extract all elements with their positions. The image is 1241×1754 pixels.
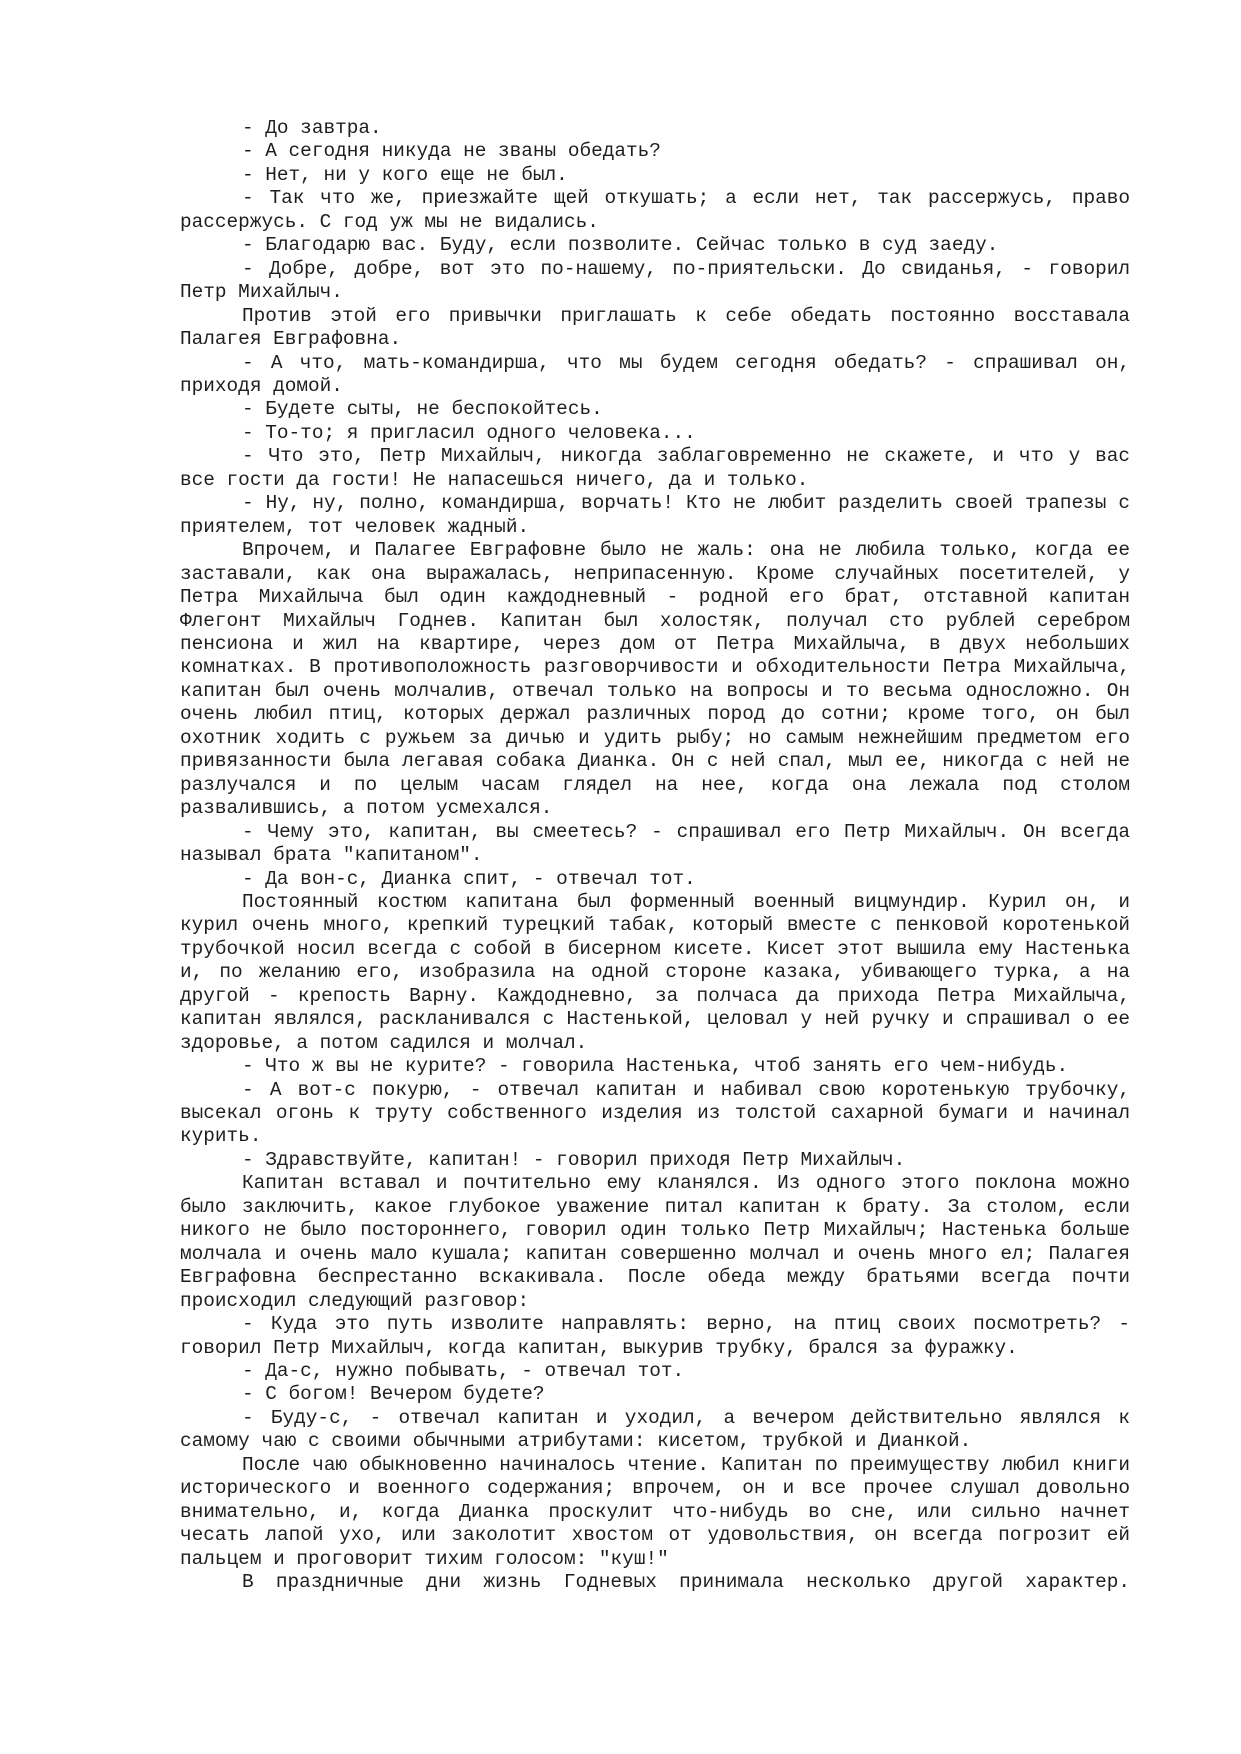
paragraph: - Благодарю вас. Буду, если позволите. Сейчас только в суд заеду. — [242, 234, 999, 257]
paragraph: - До завтра. — [242, 117, 382, 139]
paragraph: Впрочем, и Палагее Евграфовне было не жаль: она не любила только, когда ее заставали, как она выражалась, неприпасенную. Кроме случайных посетителей, у Петра Михайлыча был один каждодневный - родной его брат, отставной капитан Флегонт Михайлыч Годнев. Капитан был холостяк, получал сто рублей серебром пенсиона и жил на квартире, через дом от Петра Михайлыча, в двух небольших комнатках. В противоположность разговорчивости и обходительности Петра Михайлыча, капитан был очень молчалив, отвечал только на вопросы и то весьма односложно. Он очень любил птиц, которых держал различных пород до сотни; кроме того, он был охотник ходить с ружьем за дичью и удить рыбу; но самым нежнейшим предметом его привязанности была легавая собака Дианка. Он с ней спал, мыл ее, никогда с ней не разлучался и по целым часам глядел на нее, когда она лежала под столом развалившись, а потом усмехался. — [180, 539, 1130, 820]
paragraph: Постоянный костюм капитана был форменный военный вицмундир. Курил он, и курил очень много, крепкий турецкий табак, который вместе с пенковой коротенькой трубочкой носил всегда с собой в бисерном кисете. Кисет этот вышила ему Настенька и, по желанию его, изобразила на одной стороне казака, убивающего турка, а на другой - крепость Варну. Каждодневно, за полчаса да прихода Петра Михайлыча, капитан являлся, раскланивался с Настенькой, целовал у ней ручку и спрашивал о ее здоровье, а потом садился и молчал. — [180, 890, 1130, 1054]
paragraph: - А сегодня никуда не званы обедать? — [242, 140, 661, 163]
paragraph: - Куда это путь изволите направлять: верно, на птиц своих посмотреть? - говорил Петр Михайлыч, когда капитан, выкурив трубку, брался за фуражку. — [180, 1313, 1130, 1359]
paragraph: Капитан вставал и почтительно ему кланялся. Из одного этого поклона можно было заключить, какое глубокое уважение питал капитан к брату. За столом, если никого не было постороннего, говорил один только Петр Михайлыч; Настенька больше молчала и очень мало кушала; капитан совершенно молчал и очень много ел; Палагея Евграфовна беспрестанно вскакивала. После обеда между братьями всегда почти происходил следующий разговор: — [180, 1172, 1130, 1312]
paragraph: - Ну, ну, полно, командирша, ворчать! Кто не любит разделить своей трапезы с приятелем, тот человек жадный. — [180, 492, 1130, 538]
paragraph: - С богом! Вечером будете? — [242, 1383, 545, 1406]
document-page — [180, 117, 1130, 1595]
paragraph: - То-то; я пригласил одного человека... — [242, 421, 696, 444]
paragraph: - Чему это, капитан, вы смеетесь? - спрашивал его Петр Михайлыч. Он всегда называл брата "капитаном". — [180, 820, 1130, 867]
paragraph: - Здравствуйте, капитан! - говорил приходя Петр Михайлыч. — [242, 1148, 906, 1171]
paragraph: - Что это, Петр Михайлыч, никогда заблаговременно не скажете, и что у вас все гости да гости! Не напасешься ничего, да и только. — [180, 445, 1130, 491]
paragraph: - А вот-с покурю, - отвечал капитан и набивал свою коротенькую трубочку, высекал огонь к труту собственного изделия из толстой сахарной бумаги и начинал курить. — [180, 1078, 1130, 1148]
paragraph: Против этой его привычки приглашать к себе обедать постоянно восставала Палагея Евграфовна. — [180, 304, 1130, 351]
paragraph: - Нет, ни у кого еще не был. — [242, 163, 568, 186]
paragraph: - Буду-с, - отвечал капитан и уходил, а вечером действительно являлся к самому чаю с своими обычными атрибутами: кисетом, трубкой и Дианкой. — [180, 1406, 1130, 1453]
paragraph: - Да-с, нужно побывать, - отвечал тот. — [242, 1360, 685, 1383]
paragraph: - А что, мать-командирша, что мы будем сегодня обедать? - спрашивал он, приходя домой. — [180, 351, 1130, 397]
paragraph: После чаю обыкновенно начиналось чтение. Капитан по преимуществу любил книги исторического и военного содержания; впрочем, он и все прочее слушал довольно внимательно, и, когда Дианка проскулит что-нибудь во сне, или сильно начнет чесать лапой ухо, или заколотит хвостом от удовольствия, он всегда погрозит ей пальцем и проговорит тихим голосом: "куш!" — [180, 1453, 1130, 1570]
paragraph: - Будете сыты, не беспокойтесь. — [242, 398, 603, 421]
paragraph: - Да вон-с, Дианка спит, - отвечал тот. — [242, 867, 696, 890]
paragraph: - Так что же, приезжайте щей откушать; а если нет, так рассержусь, право рассержусь. С год уж мы не видались. — [180, 187, 1130, 233]
paragraph: - Добре, добре, вот это по-нашему, по-приятельски. До свиданья, - говорил Петр Михайлыч. — [180, 257, 1130, 304]
paragraph: В праздничные дни жизнь Годневых принимала несколько другой характер. — [242, 1571, 1130, 1594]
paragraph: - Что ж вы не курите? - говорила Настенька, чтоб занять его чем-нибудь. — [242, 1055, 1069, 1078]
